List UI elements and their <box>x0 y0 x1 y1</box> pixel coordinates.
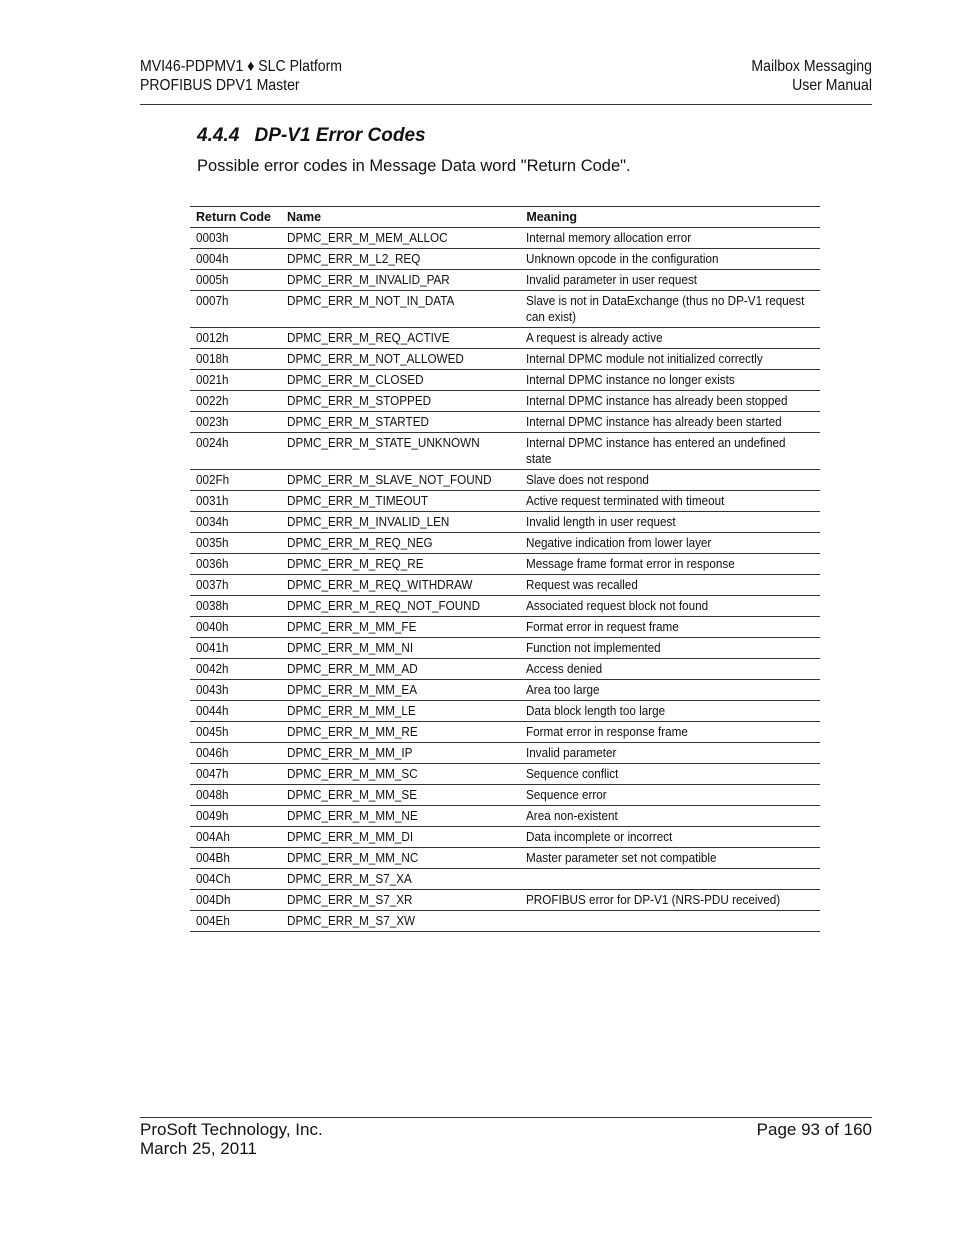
cell-name <box>281 827 520 848</box>
cell-meaning-text: Negative indication from lower layer <box>526 535 712 550</box>
cell-return-code-text: 0049h <box>196 808 229 823</box>
cell-meaning <box>520 701 820 722</box>
cell-name-text: DPMC_ERR_M_MM_NI <box>287 640 414 655</box>
page-header <box>140 57 872 105</box>
footer-date: March 25, 2011 <box>140 1139 257 1158</box>
cell-meaning-text: Sequence error <box>526 787 607 802</box>
cell-return-code <box>190 785 281 806</box>
cell-meaning <box>520 659 820 680</box>
cell-return-code-text: 0047h <box>196 766 229 781</box>
cell-return-code-text: 0037h <box>196 577 229 592</box>
cell-name <box>281 533 520 554</box>
cell-meaning <box>520 827 820 848</box>
cell-return-code <box>190 291 281 328</box>
table-row <box>190 228 820 249</box>
table-row <box>190 512 820 533</box>
table-row <box>190 391 820 412</box>
table-row <box>190 270 820 291</box>
table-row <box>190 764 820 785</box>
cell-return-code-text: 0038h <box>196 598 229 613</box>
column-header-name: Name <box>281 207 520 228</box>
cell-return-code <box>190 806 281 827</box>
cell-meaning <box>520 433 820 470</box>
cell-name <box>281 785 520 806</box>
cell-name <box>281 575 520 596</box>
cell-return-code <box>190 617 281 638</box>
cell-return-code-text: 0012h <box>196 330 229 345</box>
cell-meaning <box>520 349 820 370</box>
cell-return-code-text: 0003h <box>196 230 229 245</box>
page-footer <box>140 1117 872 1158</box>
cell-return-code-text: 0022h <box>196 393 229 408</box>
cell-return-code-text: 0004h <box>196 251 229 266</box>
table-body <box>190 228 820 932</box>
cell-name-text: DPMC_ERR_M_REQ_NOT_FOUND <box>287 598 481 613</box>
cell-return-code-text: 0035h <box>196 535 229 550</box>
cell-meaning <box>520 848 820 869</box>
table-row <box>190 533 820 554</box>
cell-name <box>281 911 520 932</box>
table-row <box>190 701 820 722</box>
table-row <box>190 659 820 680</box>
cell-return-code <box>190 491 281 512</box>
table-row <box>190 743 820 764</box>
cell-meaning-text: Message frame format error in response <box>526 556 736 571</box>
cell-return-code <box>190 890 281 911</box>
table-row <box>190 638 820 659</box>
cell-meaning-text: Data block length too large <box>526 703 666 718</box>
table-row <box>190 433 820 470</box>
cell-return-code <box>190 575 281 596</box>
cell-meaning <box>520 533 820 554</box>
cell-return-code-text: 004Ch <box>196 871 231 886</box>
cell-return-code-text: 0041h <box>196 640 229 655</box>
cell-meaning-text: Internal DPMC instance has entered an undefined state <box>526 435 786 466</box>
cell-return-code <box>190 764 281 785</box>
cell-meaning-text: Access denied <box>526 661 603 676</box>
cell-meaning <box>520 911 820 932</box>
cell-return-code-text: 0046h <box>196 745 229 760</box>
table-row <box>190 806 820 827</box>
cell-meaning-text: Slave does not respond <box>526 472 650 487</box>
cell-return-code <box>190 512 281 533</box>
cell-name <box>281 412 520 433</box>
cell-meaning <box>520 370 820 391</box>
table-row <box>190 911 820 932</box>
cell-name-text: DPMC_ERR_M_STARTED <box>287 414 429 429</box>
cell-return-code-text: 0044h <box>196 703 229 718</box>
cell-name-text: DPMC_ERR_M_MM_AD <box>287 661 418 676</box>
section-title <box>197 125 426 147</box>
cell-return-code-text: 0021h <box>196 372 229 387</box>
table-row <box>190 291 820 328</box>
cell-return-code-text: 004Bh <box>196 850 230 865</box>
table-row <box>190 890 820 911</box>
cell-name-text: DPMC_ERR_M_TIMEOUT <box>287 493 429 508</box>
cell-meaning <box>520 596 820 617</box>
cell-return-code <box>190 370 281 391</box>
cell-return-code <box>190 249 281 270</box>
cell-meaning <box>520 575 820 596</box>
cell-return-code-text: 004Eh <box>196 913 230 928</box>
cell-name-text: DPMC_ERR_M_REQ_RE <box>287 556 424 571</box>
cell-name-text: DPMC_ERR_M_CLOSED <box>287 372 424 387</box>
cell-meaning-text: Internal DPMC instance has already been started <box>526 414 782 429</box>
header-chapter: Mailbox Messaging <box>751 58 872 75</box>
cell-name-text: DPMC_ERR_M_REQ_WITHDRAW <box>287 577 473 592</box>
cell-meaning-text: Sequence conflict <box>526 766 619 781</box>
cell-name-text: DPMC_ERR_M_S7_XA <box>287 871 412 886</box>
cell-return-code-text: 0043h <box>196 682 229 697</box>
cell-return-code-text: 0023h <box>196 414 229 429</box>
cell-return-code-text: 0036h <box>196 556 229 571</box>
cell-meaning-text: Internal memory allocation error <box>526 230 692 245</box>
cell-meaning <box>520 638 820 659</box>
cell-name <box>281 370 520 391</box>
cell-meaning-text: Internal DPMC instance no longer exists <box>526 372 736 387</box>
cell-name <box>281 228 520 249</box>
cell-meaning <box>520 554 820 575</box>
cell-return-code-text: 0007h <box>196 293 229 308</box>
cell-return-code <box>190 680 281 701</box>
footer-left <box>140 1120 323 1158</box>
cell-name <box>281 617 520 638</box>
error-codes-table <box>190 206 820 932</box>
cell-return-code-text: 0040h <box>196 619 229 634</box>
cell-name <box>281 806 520 827</box>
cell-meaning <box>520 228 820 249</box>
cell-name <box>281 764 520 785</box>
cell-meaning <box>520 470 820 491</box>
cell-meaning <box>520 291 820 328</box>
table-row <box>190 575 820 596</box>
cell-meaning <box>520 249 820 270</box>
cell-name-text: DPMC_ERR_M_NOT_IN_DATA <box>287 293 455 308</box>
cell-meaning-text: Area non-existent <box>526 808 619 823</box>
table-row <box>190 617 820 638</box>
cell-meaning-text: Data incomplete or incorrect <box>526 829 673 844</box>
cell-name-text: DPMC_ERR_M_MEM_ALLOC <box>287 230 448 245</box>
cell-name <box>281 270 520 291</box>
cell-name-text: DPMC_ERR_M_MM_IP <box>287 745 413 760</box>
cell-meaning <box>520 743 820 764</box>
column-header-meaning: Meaning <box>520 207 820 228</box>
cell-meaning <box>520 869 820 890</box>
header-product: MVI46-PDPMV1 ♦ SLC Platform <box>140 58 343 75</box>
cell-name-text: DPMC_ERR_M_STOPPED <box>287 393 432 408</box>
cell-return-code <box>190 228 281 249</box>
cell-name-text: DPMC_ERR_M_REQ_NEG <box>287 535 433 550</box>
cell-name <box>281 722 520 743</box>
cell-return-code-text: 0045h <box>196 724 229 739</box>
cell-meaning <box>520 491 820 512</box>
table-row <box>190 470 820 491</box>
cell-name <box>281 869 520 890</box>
table-row <box>190 328 820 349</box>
cell-name <box>281 391 520 412</box>
cell-name <box>281 328 520 349</box>
cell-name-text: DPMC_ERR_M_MM_NE <box>287 808 418 823</box>
cell-return-code-text: 0034h <box>196 514 229 529</box>
cell-return-code <box>190 596 281 617</box>
cell-name <box>281 491 520 512</box>
cell-return-code <box>190 659 281 680</box>
cell-meaning-text: A request is already active <box>526 330 663 345</box>
cell-name-text: DPMC_ERR_M_MM_RE <box>287 724 418 739</box>
cell-meaning-text: PROFIBUS error for DP-V1 (NRS-PDU received) <box>526 892 781 907</box>
cell-name-text: DPMC_ERR_M_MM_LE <box>287 703 416 718</box>
cell-return-code-text: 0031h <box>196 493 229 508</box>
cell-return-code <box>190 270 281 291</box>
section-heading: DP-V1 Error Codes <box>254 125 426 146</box>
table-row <box>190 722 820 743</box>
section-intro: Possible error codes in Message Data word "Return Code". <box>197 157 631 175</box>
cell-return-code <box>190 470 281 491</box>
cell-meaning-text: Function not implemented <box>526 640 661 655</box>
cell-name-text: DPMC_ERR_M_STATE_UNKNOWN <box>287 435 480 450</box>
header-right <box>751 57 872 95</box>
table-row <box>190 249 820 270</box>
cell-return-code-text: 004Dh <box>196 892 231 907</box>
cell-meaning-text: Format error in response frame <box>526 724 689 739</box>
table-row <box>190 370 820 391</box>
cell-return-code <box>190 391 281 412</box>
table-row <box>190 785 820 806</box>
cell-meaning-text: Invalid parameter <box>526 745 617 760</box>
cell-return-code <box>190 701 281 722</box>
cell-meaning-text: Master parameter set not compatible <box>526 850 717 865</box>
cell-name <box>281 638 520 659</box>
cell-name <box>281 680 520 701</box>
cell-return-code <box>190 328 281 349</box>
cell-name <box>281 470 520 491</box>
cell-name-text: DPMC_ERR_M_MM_SC <box>287 766 418 781</box>
table-row <box>190 848 820 869</box>
cell-meaning-text: Slave is not in DataExchange (thus no DP-V1 request can exist) <box>526 293 805 324</box>
cell-return-code <box>190 848 281 869</box>
cell-return-code-text: 0005h <box>196 272 229 287</box>
cell-meaning <box>520 617 820 638</box>
cell-name <box>281 433 520 470</box>
cell-return-code <box>190 722 281 743</box>
cell-name <box>281 701 520 722</box>
table-row <box>190 827 820 848</box>
cell-name-text: DPMC_ERR_M_INVALID_LEN <box>287 514 450 529</box>
cell-name-text: DPMC_ERR_M_MM_FE <box>287 619 417 634</box>
header-manual: User Manual <box>792 77 872 94</box>
cell-return-code <box>190 911 281 932</box>
cell-return-code-text: 002Fh <box>196 472 230 487</box>
cell-return-code-text: 0018h <box>196 351 229 366</box>
table-row <box>190 554 820 575</box>
cell-meaning-text: Associated request block not found <box>526 598 709 613</box>
cell-meaning-text: Invalid parameter in user request <box>526 272 698 287</box>
cell-name-text: DPMC_ERR_M_SLAVE_NOT_FOUND <box>287 472 492 487</box>
cell-return-code <box>190 554 281 575</box>
table-row <box>190 491 820 512</box>
cell-name <box>281 249 520 270</box>
cell-name-text: DPMC_ERR_M_S7_XR <box>287 892 413 907</box>
cell-name <box>281 890 520 911</box>
cell-return-code-text: 0024h <box>196 435 229 450</box>
cell-name <box>281 743 520 764</box>
footer-page-number: Page 93 of 160 <box>756 1120 872 1139</box>
cell-meaning-text: Active request terminated with timeout <box>526 493 725 508</box>
column-header-return-code: Return Code <box>190 207 281 228</box>
cell-return-code <box>190 638 281 659</box>
table-row <box>190 349 820 370</box>
cell-meaning <box>520 270 820 291</box>
cell-meaning <box>520 328 820 349</box>
cell-return-code-text: 004Ah <box>196 829 230 844</box>
table-row <box>190 596 820 617</box>
cell-return-code <box>190 433 281 470</box>
cell-meaning <box>520 391 820 412</box>
cell-meaning <box>520 680 820 701</box>
table-row <box>190 680 820 701</box>
cell-name-text: DPMC_ERR_M_INVALID_PAR <box>287 272 450 287</box>
cell-return-code <box>190 827 281 848</box>
cell-name-text: DPMC_ERR_M_MM_NC <box>287 850 419 865</box>
header-product-subtitle: PROFIBUS DPV1 Master <box>140 77 300 94</box>
cell-name <box>281 291 520 328</box>
cell-meaning <box>520 890 820 911</box>
cell-name-text: DPMC_ERR_M_MM_DI <box>287 829 414 844</box>
cell-name <box>281 848 520 869</box>
cell-name <box>281 659 520 680</box>
cell-name <box>281 349 520 370</box>
cell-name <box>281 554 520 575</box>
cell-meaning-text: Area too large <box>526 682 600 697</box>
cell-name-text: DPMC_ERR_M_MM_EA <box>287 682 418 697</box>
cell-meaning <box>520 412 820 433</box>
cell-meaning <box>520 722 820 743</box>
cell-meaning <box>520 806 820 827</box>
table-row <box>190 869 820 890</box>
cell-meaning <box>520 785 820 806</box>
cell-meaning <box>520 764 820 785</box>
section-number: 4.4.4 <box>197 125 240 146</box>
cell-name <box>281 512 520 533</box>
cell-name-text: DPMC_ERR_M_NOT_ALLOWED <box>287 351 464 366</box>
cell-return-code <box>190 533 281 554</box>
header-left <box>140 57 342 95</box>
cell-name <box>281 596 520 617</box>
cell-meaning-text: Format error in request frame <box>526 619 680 634</box>
cell-meaning-text: Internal DPMC instance has already been stopped <box>526 393 788 408</box>
cell-meaning-text: Unknown opcode in the configuration <box>526 251 719 266</box>
table-row <box>190 412 820 433</box>
cell-return-code-text: 0042h <box>196 661 229 676</box>
cell-meaning-text: Request was recalled <box>526 577 639 592</box>
footer-company: ProSoft Technology, Inc. <box>140 1120 323 1139</box>
cell-name-text: DPMC_ERR_M_MM_SE <box>287 787 418 802</box>
cell-return-code <box>190 743 281 764</box>
cell-name-text: DPMC_ERR_M_S7_XW <box>287 913 416 928</box>
cell-return-code-text: 0048h <box>196 787 229 802</box>
cell-return-code <box>190 349 281 370</box>
cell-name-text: DPMC_ERR_M_L2_REQ <box>287 251 421 266</box>
cell-meaning <box>520 512 820 533</box>
cell-name-text: DPMC_ERR_M_REQ_ACTIVE <box>287 330 450 345</box>
cell-meaning-text: Invalid length in user request <box>526 514 676 529</box>
table-header-row <box>190 207 820 228</box>
cell-return-code <box>190 412 281 433</box>
cell-return-code <box>190 869 281 890</box>
cell-meaning-text: Internal DPMC module not initialized correctly <box>526 351 764 366</box>
